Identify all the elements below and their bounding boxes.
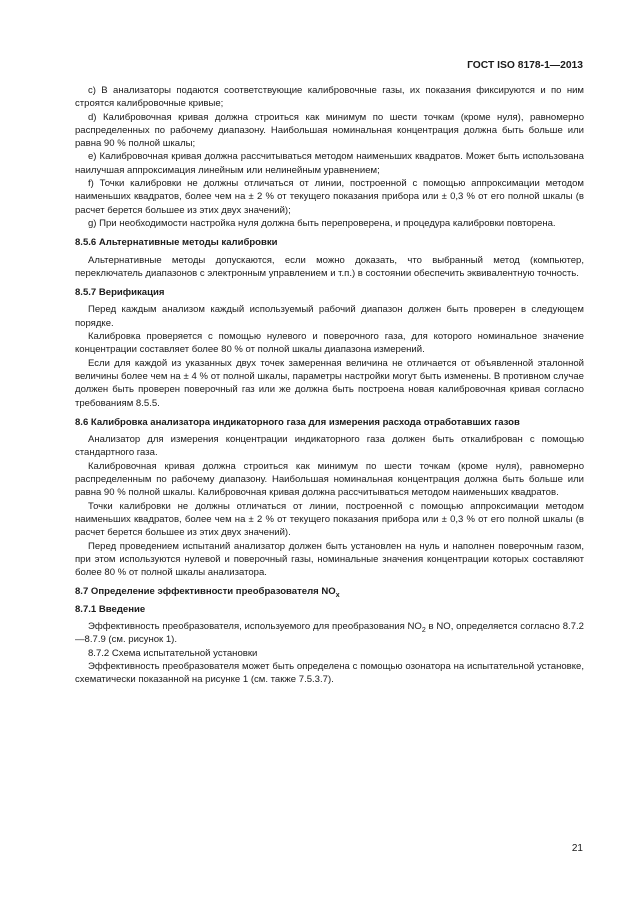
paragraph-8-5-6: Альтернативные методы допускаются, если можно доказать, что выбранный метод (компьютер, переключатель диапазонов с электронным управлением и т.п.) в состоянии обеспечить эквивалентную точность. — [75, 254, 584, 279]
heading-8-7-text: 8.7 Определение эффективности преобразователя NO — [75, 586, 336, 598]
section-heading-8-7-1: 8.7.1 Введение — [75, 603, 146, 615]
paragraph-8-6-c: Точки калибровки не должны отличаться от линии, построенной с помощью аппроксимации методом наименьших квадратов, более чем на ± 2 % от текущего показания прибора или ± 0,3 % от его полной шкалы (в расчет берется большее из этих двух значений). — [75, 500, 584, 539]
paragraph-8-6-b: Калибровочная кривая должна строиться как минимум по шести точкам (кроме нуля), равномерно распределенным по рабочему диапазону. Наибольшая номинальная концентрация должна быть больше или равна 90 % полной шкалы. Калибровочная кривая должна рассчитываться методом наименьших квадратов. — [75, 460, 584, 499]
paragraph-8-7-1-part-a: Эффективность преобразователя, используемого для преобразования NO — [88, 620, 422, 632]
section-heading-8-5-6: 8.5.6 Альтернативные методы калибровки — [75, 237, 278, 249]
no2-subscript: 2 — [421, 626, 426, 634]
list-item-e: e) Калибровочная кривая должна рассчитываться методом наименьших квадратов. Может быть использована наилучшая аппроксимация линейным или нелинейным уравнением; — [75, 151, 584, 176]
paragraph-8-6-d: Перед проведением испытаний анализатор должен быть установлен на нуль и наполнен поверочным газом, при этом используются нулевой и поверочный газы, номинальные значения концентрации которых составляют более 80 % от полной шкалы анализатора. — [75, 540, 584, 579]
paragraph-8-7-1-part-b: в NO, определяется согласно 8.7.2—8.7.9 (см. рисунок 1). — [75, 620, 584, 646]
heading-8-7-subscript: x — [335, 592, 340, 600]
standard-header: ГОСТ ISO 8178-1—2013 — [467, 60, 583, 71]
list-item-c: c) В анализаторы подаются соответствующие калибровочные газы, их показания фиксируются и по ним строятся калибровочные кривые; — [75, 85, 584, 110]
section-heading-8-7 — [75, 585, 584, 598]
subsection-title-8-7-2: 8.7.2 Схема испытательной установки — [88, 647, 258, 659]
paragraph-8-6-a: Анализатор для измерения концентрации индикаторного газа должен быть откалиброван с помощью стандартного газа. — [75, 434, 584, 459]
page-number: 21 — [571, 843, 583, 854]
paragraph-8-7-2: Эффективность преобразователя может быть определена с помощью озонатора на испытательной установке, схематически показанной на рисунке 1 (см. также 7.5.3.7). — [75, 660, 584, 686]
paragraph-8-5-7-b: Калибровка проверяется с помощью нулевого и поверочного газа, для которого номинальное значение концентрации составляет более 80 % от полной шкалы диапазона измерений. — [75, 331, 584, 356]
list-item-g: g) При необходимости настройка нуля должна быть перепроверена, и процедура калибровки повторена. — [88, 217, 556, 229]
section-heading-8-5-7: 8.5.7 Верификация — [75, 287, 165, 299]
paragraph-8-5-7-c: Если для каждой из указанных двух точек замеренная величина не отличается от объявленной эталонной величины более чем на ± 4 % от полной шкалы, параметры настройки могут быть изменены. В противном случае должен быть проверен поверочный газ или же должна быть построена новая калибровочная кривая согласно требованиям 8.5.5. — [75, 357, 584, 409]
section-heading-8-6: 8.6 Калибровка анализатора индикаторного газа для измерения расхода отработавших газов — [75, 416, 520, 428]
list-item-f: f) Точки калибровки не должны отличаться от линии, построенной с помощью аппроксимации методом наименьших квадратов, более чем на ± 2 % от текущего показания прибора или ± 0,3 % от его полной шкалы (в расчет берется большее из этих двух значений); — [75, 178, 584, 216]
paragraph-8-5-7-a: Перед каждым анализом каждый используемый рабочий диапазон должен быть проверен в следующем порядке. — [75, 304, 584, 329]
page-content — [75, 84, 584, 686]
paragraph-8-7-1 — [75, 620, 584, 647]
list-item-d: d) Калибровочная кривая должна строиться как минимум по шести точкам (кроме нуля), равномерно распределенных по рабочему диапазону. Наибольшая номинальная концентрация должна быть больше или равна 90 % полной шкалы; — [75, 111, 584, 150]
